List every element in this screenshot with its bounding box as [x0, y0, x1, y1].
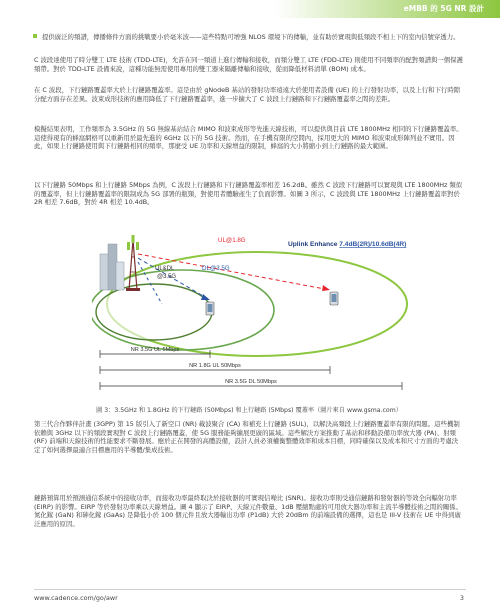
range-arrow	[100, 379, 402, 390]
paragraph-example: 以下行鏈路 50Mbps 和上行鏈路 5Mbps 為例，C 波段上行鏈路和下行鏈路覆蓋率相差 16.2dB。雖然 C 波段下行鏈路可以實現與 LTE 1800MHz 類似的覆蓋率，但上行鏈路覆蓋率的限制成為 5G 部署的瓶頸，對使用者體驗產生了負面影響。如圖 3 所示，C 波段與 LTE 1800MHz 上行鏈路覆蓋率對於 2R 相差 7.6dB，對於 4R 相差 10.4dB。	[34, 181, 463, 207]
range-label: NR 3.5G DL 50Mbps	[225, 379, 277, 385]
dl-arrow-head	[201, 294, 210, 300]
dl-label: DL@3.5G	[202, 265, 230, 272]
paragraph-3gpp: 第三代合作夥伴計畫 (3GPP) 第 15 版引入了新空口 (NR) 載波聚合 (CA) 和補充上行鏈路 (SUL)，以解決高頻段上行鏈路覆蓋率有限的問題。這些機制依賴與 3GHz 以下的頻段實現對 C 波段上行鏈路覆蓋，使 5G 服務能夠擴展更廣的區域。這些解決方案推動了基站和移動設備功率放大器 (PA)、射頻 (RF) 前端和天線技術的性能要求不斷發展。應於正在開發的高體設備，設計人員必須權衡整體效率和成本目標，同時確保以及成本和尺寸方面的考慮決定了如何選擇最適合目標應用的半導體/集成技術。	[34, 420, 460, 454]
figure-caption: 圖 3：3.5GHz 和 1.8GHz 的下行鏈路 (50Mbps) 和上行鏈路 (5Mbps) 覆蓋率（圖片來自 www.gsma.com）	[96, 407, 402, 414]
uldl-label-line1: UL&DL	[155, 266, 175, 272]
phone-icon	[206, 302, 214, 315]
paragraph-coverage: 在 C 波段，下行鏈路覆蓋率大於上行鏈路覆蓋率。這是由於 gNodeB 基站的發射功率遠遠大於使用者設備 (UE) 的上行發射功率，以及上行和下行時隙分配方面存在差異。波束成形技術的應用降低了下行鏈路覆蓋率，進一步擴大了 C 波段上行鏈路和下行鏈路覆蓋率之間的差距。	[34, 86, 461, 103]
uplink-enhance-prefix: Uplink Enhance	[288, 241, 340, 248]
uldl-coverage-ellipse	[96, 284, 212, 340]
range-label: NR 1.8G UL 50Mbps	[189, 363, 241, 369]
uplink-enhance-label	[288, 241, 406, 248]
phone-icon	[330, 292, 338, 305]
page-number: 3	[459, 594, 464, 602]
ul-label: UL@1.8G	[218, 237, 246, 244]
range-label: NR 3.5G UL 5Mbps	[130, 347, 180, 353]
paragraph-link-budget: 鏈路預算用於預測通信系統中的接收功率，而接收功率最終取決於接收器的可實現信噪比 (SNR)。接收功率則受通信鏈路和發射器的等效全向輻射功率 (EIRP) 的影響。EIRP 等於發射功率乘以天線增益。圖 4 顯示了 EIRP、天線元件數量、1dB 壓縮點處的可用放大器功率和主流半導體技術之間的關係。氮化鎵 (GaN) 和砷化鎵 (GaAs) 是降低小於 100 個元件且放大器輸出功率 (P1dB) 大於 20dBm 的前端設備的選擇，這也是 III-V 技術在 UE 中得到廣泛應用的原因。	[34, 494, 462, 528]
coverage-diagram	[92, 232, 412, 402]
footer-url[interactable]: www.cadence.com/go/awr	[34, 594, 118, 602]
paragraph-simulation: 模擬結果表明，工作頻率為 3.5GHz 的 5G 無線基站結合 MIMO 和波束成形等先進天線技術，可以提供與目前 LTE 1800MHz 相同的下行鏈路覆蓋率。這使得現有的蜂窩網格可以重新用於最先進的 6GHz 以下的 5G 技術。然而，在手機有限的空間內，採用更大的 MIMO 和波束成形陣列並不實用。因此，如果上行鏈路使用與下行鏈路相同的頻率，那麼受 UE 功率和天線增益的限制，蜂窩的大小將縮小到上行鏈路的最大範圍。	[34, 125, 463, 151]
paragraph-tdd: C 波段達使用了時分雙工 LTE 技術 (TDD-LTE)，允許在同一頻道上進行傳輸和接收，而頻分雙工 LTE (FDD-LTE) 則使用不同頻率的配對頻譜與一個保護頻帶。對於 TDD-LTE 設備來說，這種功能無需使用專用的雙工器來隔離傳輸和接收，從而降低材料清單 (BOM) 成本。	[34, 56, 463, 73]
ul-arrow-head	[322, 285, 330, 291]
building-icon	[100, 244, 124, 290]
header-title: eMBB 的 5G NR 設計	[403, 4, 484, 13]
bullet-square-icon	[33, 34, 37, 38]
header-band	[0, 0, 500, 18]
range-arrow	[100, 347, 210, 358]
range-arrow	[100, 363, 330, 374]
footer-divider	[34, 589, 466, 590]
uldl-label-line2: @3.5G	[157, 274, 177, 280]
base-station-tower-icon	[126, 235, 140, 291]
bullet-text: 提供廣泛的頻譜，傳播條件方面的挑戰要小於毫米波——這些特點可增強 NLOS 環境下的傳輸，並有助於實現與低頻段不相上下的室內信號穿透力。	[42, 33, 460, 41]
uplink-enhance-values: 7.4dB(2R)/10.6dB(4R)	[339, 241, 407, 248]
